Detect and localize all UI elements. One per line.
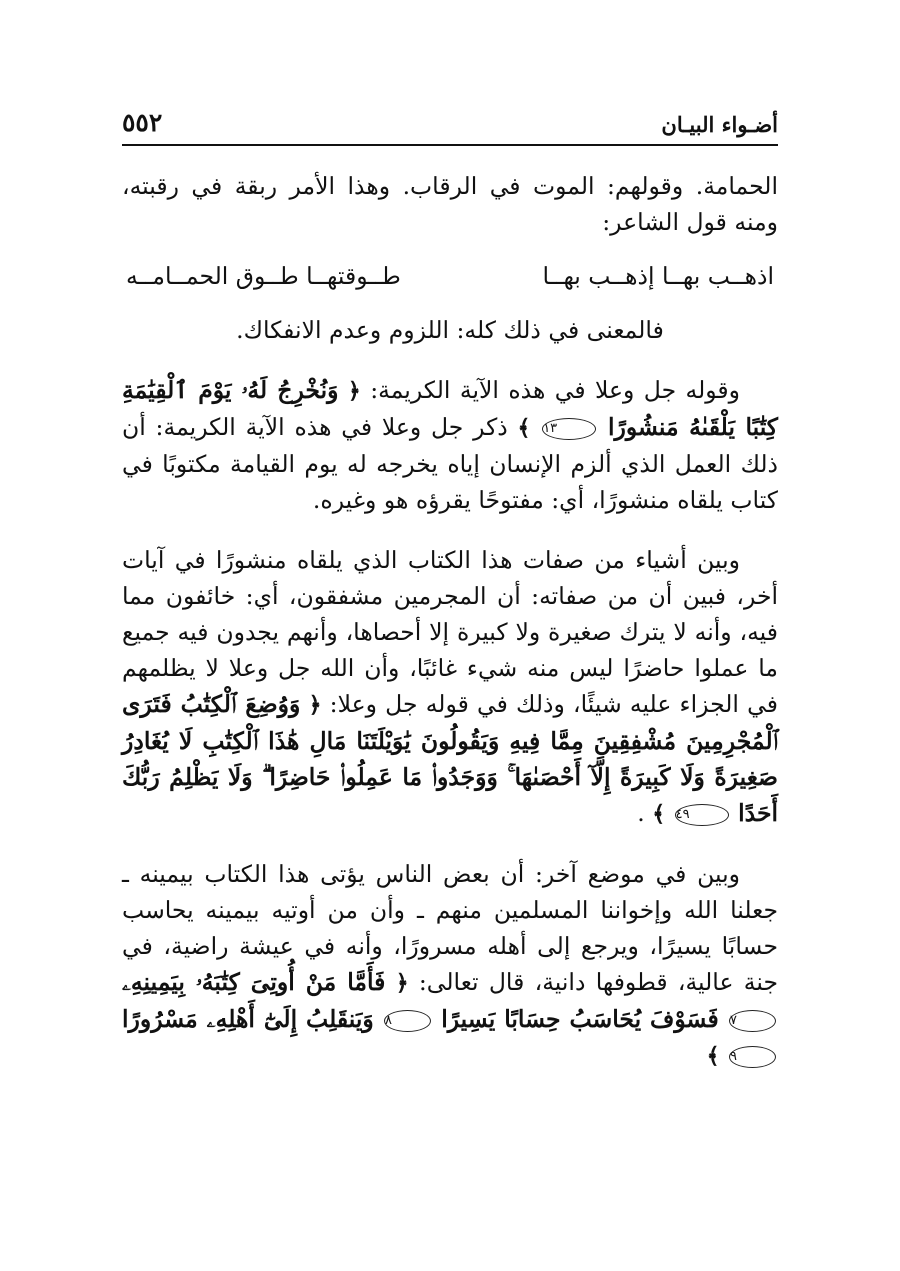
book-page	[122, 0, 778, 1271]
ayah-number-mark: ٩	[729, 1046, 776, 1068]
running-head	[122, 108, 778, 146]
quran-bracket-close: ﴾	[706, 1043, 720, 1069]
quran-bracket-close: ﴾	[517, 415, 531, 441]
running-title: أضـواء البيـان	[661, 112, 778, 137]
body-text	[122, 168, 778, 1074]
p3-intro: وقوله جل وعلا في هذه الآية الكريمة:	[370, 376, 740, 404]
paragraph-2: فالمعنى في ذلك كله: اللزوم وعدم الانفكاك.	[236, 316, 664, 344]
paragraph-1: الحمامة. وقولهم: الموت في الرقاب. وهذا الأمر ربقة في رقبته، ومنه قول الشاعر:	[122, 172, 778, 236]
quran-bracket-open: ﴿	[395, 970, 409, 996]
quran-verse: وَنُخْرِجُ لَهُۥ يَوْمَ ٱلْقِيَٰمَةِ كِتَٰبًا يَلْقَىٰهُ مَنشُورًا	[122, 376, 778, 441]
ayah-number-mark: ٧	[729, 1010, 776, 1032]
quran-verse: فَأَمَّا مَنْ أُوتِىَ كِتَٰبَهُۥ بِيَمِينِهِۦ	[122, 968, 386, 996]
quran-bracket-close: ﴾	[652, 801, 666, 827]
quran-verse: وَيَنقَلِبُ إِلَىٰٓ أَهْلِهِۦ مَسْرُورًا	[122, 1005, 374, 1033]
paragraph-3	[122, 372, 778, 518]
quran-bracket-open: ﴿	[347, 378, 361, 404]
ayah-number-mark: ١٣	[542, 418, 596, 440]
ayah-number-mark: ٤٩	[675, 804, 729, 826]
verse-second-hemistich: طــوقتهــا طــوق الحمــامــه	[126, 262, 401, 290]
quran-verse: فَسَوْفَ يُحَاسَبُ حِسَابًا يَسِيرًا	[441, 1005, 719, 1033]
p4-text: وبين أشياء من صفات هذا الكتاب الذي يلقاه منشورًا في آيات أخر، فبين أن من صفاته: أن المجرمين مشفقون، أي: خائفون مما فيه، وأنه لا يترك صغيرة ولا كبيرة إلا أحصاها، وأنهم يجدون فيه جميع ما عملوا حاضرًا ليس منه شيء غائبًا، وأن الله جل وعلا لا يظلمهم في الجزاء عليه شيئًا، وذلك في قوله جل وعلا:	[122, 546, 778, 718]
poetry-verse	[122, 258, 778, 294]
page-number: ٥٥٢	[122, 108, 163, 137]
p3-text: ذكر جل وعلا في هذه الآية الكريمة: أن ذلك العمل الذي ألزم الإنسان إياه يخرجه له يوم القيامة مكتوبًا في كتاب يلقاه منشورًا، أي: مفتوحًا يقرؤه هو وغيره.	[122, 413, 778, 514]
p4-end: .	[637, 799, 645, 827]
verse-first-hemistich: اذهــب بهــا إذهــب بهــا	[542, 262, 774, 290]
quran-verse: وَوُضِعَ ٱلْكِتَٰبُ فَتَرَى ٱلْمُجْرِمِينَ مُشْفِقِينَ مِمَّا فِيهِ وَيَقُولُونَ يَٰوَيْلَتَنَا مَالِ هَٰذَا ٱلْكِتَٰبِ لَا يُغَادِرُ صَغِيرَةً وَلَا كَبِيرَةً إِلَّآ أَحْصَىٰهَا ۚ وَوَجَدُوا۟ مَا عَمِلُوا۟ حَاضِرًا ۗ وَلَا يَظْلِمُ رَبُّكَ أَحَدًا	[122, 690, 778, 827]
quran-bracket-open: ﴿	[308, 692, 322, 718]
paragraph-4	[122, 542, 778, 832]
p5-text: وبين في موضع آخر: أن بعض الناس يؤتى هذا الكتاب بيمينه ـ جعلنا الله وإخواننا المسلمين منهم ـ وأن من أوتيه بيمينه يحاسب حسابًا يسيرًا، ويرجع إلى أهله مسرورًا، وأنه في عيشة راضية، في جنة عالية، قطوفها دانية، قال تعالى:	[122, 860, 778, 996]
ayah-number-mark: ٨	[384, 1010, 431, 1032]
paragraph-5	[122, 856, 778, 1074]
